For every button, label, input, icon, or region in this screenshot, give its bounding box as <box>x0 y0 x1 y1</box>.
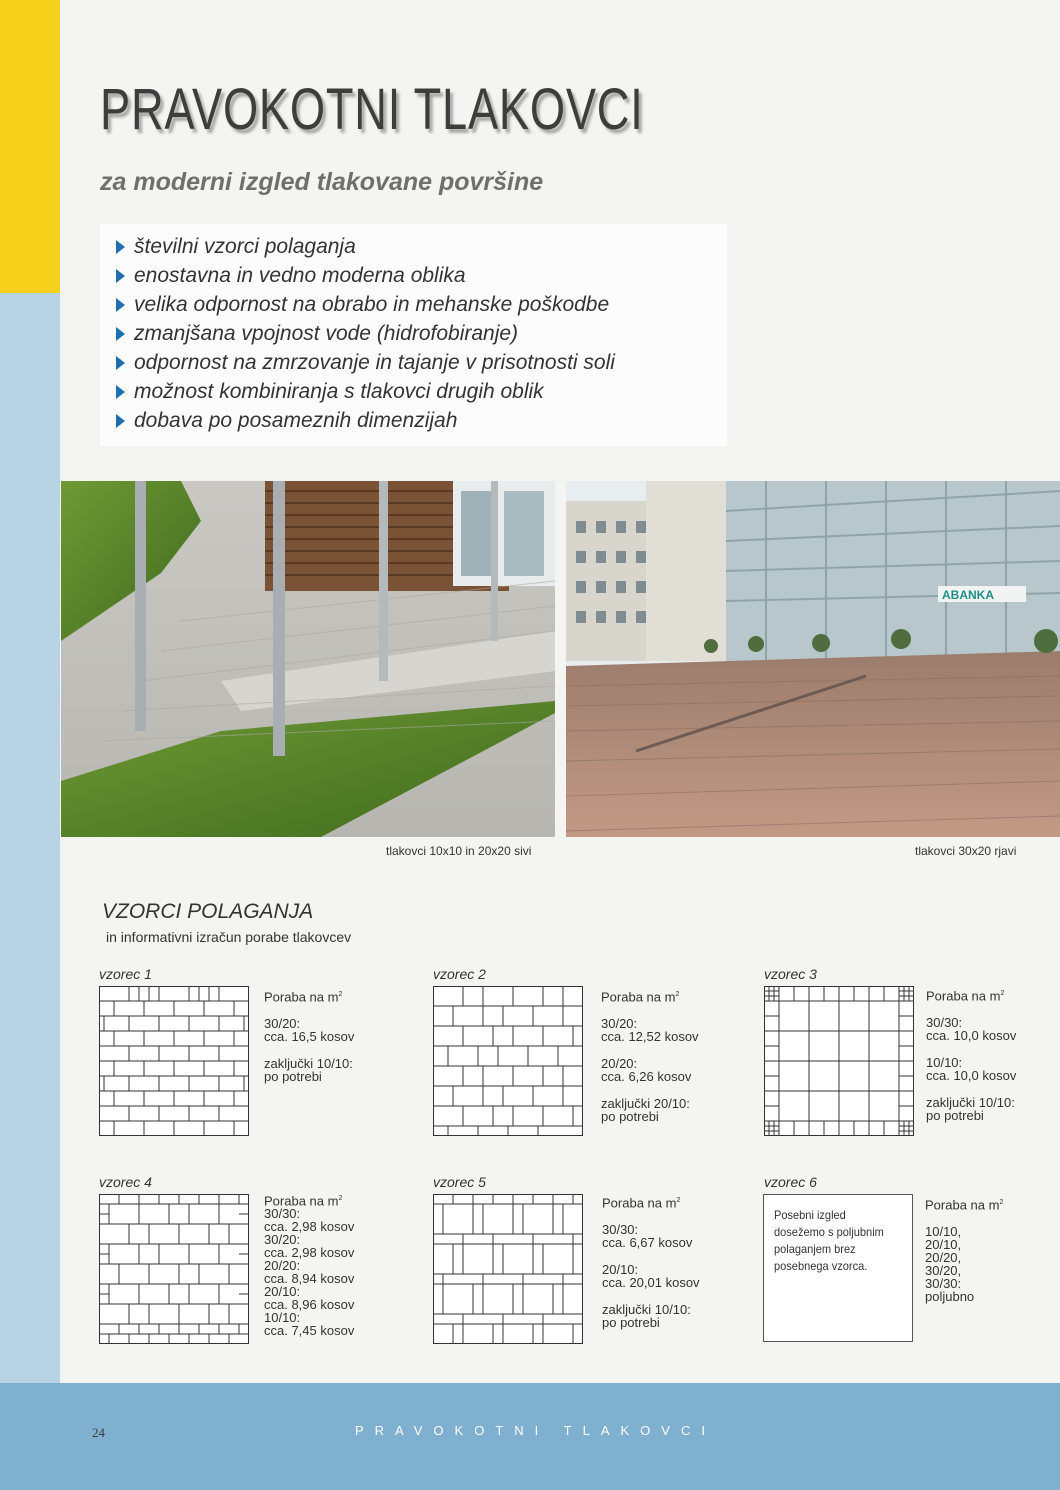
page-footer <box>0 1383 1060 1490</box>
page-number: 24 <box>92 1425 105 1440</box>
pattern-label: vzorec 3 <box>764 966 817 982</box>
pattern-4-diagram <box>99 1194 249 1344</box>
pattern-1-diagram <box>99 986 249 1136</box>
pattern-1-info: Poraba na $m^2$ 30/20: cca. 16,5 kosov zaključki 10/10: po potrebi <box>264 989 355 1085</box>
consumption-heading: Poraba na $m^2$ <box>264 1193 343 1209</box>
pattern-label: vzorec 2 <box>433 966 486 982</box>
photo-caption-brown: tlakovci 30x20 rjavi <box>915 844 1017 858</box>
consumption-heading: Poraba na $m^2$ <box>601 989 680 1005</box>
photo-grey-pavers <box>61 481 555 837</box>
photo-caption-grey: tlakovci 10x10 in 20x20 sivi <box>386 844 532 858</box>
section-subtitle: in informativni izračun porabe tlakovcev <box>106 929 352 945</box>
pattern-label: vzorec 6 <box>764 1174 817 1190</box>
pattern-2-info: Poraba na $m^2$ 30/20: cca. 12,52 kosov 20/20: cca. 6,26 kosov zaključki 20/10: po potrebi <box>601 989 699 1125</box>
pattern-label: vzorec 1 <box>99 966 152 982</box>
feature-item: dobava po posameznih dimenzijah <box>116 406 727 435</box>
pattern-3 <box>764 966 914 1136</box>
triangle-bullet-icon <box>116 298 125 312</box>
triangle-bullet-icon <box>116 385 125 399</box>
footer-title: PRAVOKOTNI TLAKOVCI <box>355 1423 716 1438</box>
pattern-6-info: Poraba na $m^2$ 10/10, 20/10, 20/20, 30/20, 30/30: poljubno <box>925 1197 1004 1305</box>
pattern-4 <box>99 1174 249 1344</box>
blue-side-stripe <box>0 293 60 1383</box>
pattern-6-note: Posebni izgled dosežemo s poljubnim polaganjem brez posebnega vzorca. <box>774 1208 884 1273</box>
triangle-bullet-icon <box>116 414 125 428</box>
pattern-2-diagram <box>433 986 583 1136</box>
pattern-label: vzorec 5 <box>433 1174 486 1190</box>
svg-text:ABANKA: ABANKA <box>942 588 994 602</box>
pattern-5-info: Poraba na $m^2$ 30/30: cca. 6,67 kosov 20/10: cca. 20,01 kosov zaključki 10/10: po potrebi <box>602 1195 700 1331</box>
consumption-heading: Poraba na $m^2$ <box>925 1197 1004 1213</box>
feature-list <box>100 224 727 446</box>
feature-item: možnost kombiniranja s tlakovci drugih oblik <box>116 377 727 406</box>
triangle-bullet-icon <box>116 269 125 283</box>
photo-brown-pavers <box>566 481 1060 837</box>
pattern-5 <box>433 1174 583 1344</box>
pattern-3-info: Poraba na $m^2$ 30/30: cca. 10,0 kosov 10/10: cca. 10,0 kosov zaključki 10/10: po potrebi <box>926 988 1017 1124</box>
feature-item: številni vzorci polaganja <box>116 232 727 261</box>
section-title: VZORCI POLAGANJA <box>102 900 314 923</box>
pattern-1 <box>99 966 249 1136</box>
feature-item: enostavna in vedno moderna oblika <box>116 261 727 290</box>
pattern-label: vzorec 4 <box>99 1174 152 1190</box>
pattern-4-info: Poraba na $m^2$ 30/30: cca. 2,98 kosov 30/20: cca. 2,98 kosov 20/20: cca. 8,94 kosov 20/10: cca. 8,96 kosov 10/10: cca. 7,45 kosov <box>264 1193 355 1339</box>
pattern-3-diagram <box>764 986 914 1136</box>
pattern-6-box <box>763 1194 913 1342</box>
feature-item: zmanjšana vpojnost vode (hidrofobiranje) <box>116 319 727 348</box>
consumption-heading: Poraba na $m^2$ <box>926 988 1005 1004</box>
triangle-bullet-icon <box>116 356 125 370</box>
triangle-bullet-icon <box>116 327 125 341</box>
triangle-bullet-icon <box>116 240 125 254</box>
yellow-side-stripe <box>0 0 60 293</box>
page-title: PRAVOKOTNI TLAKOVCI <box>100 77 644 142</box>
pattern-2 <box>433 966 583 1136</box>
consumption-heading: Poraba na $m^2$ <box>264 989 343 1005</box>
feature-item: odpornost na zmrzovanje in tajanje v prisotnosti soli <box>116 348 727 377</box>
consumption-heading: Poraba na $m^2$ <box>602 1195 681 1211</box>
page-subtitle: za moderni izgled tlakovane površine <box>100 168 544 196</box>
feature-item: velika odpornost na obrabo in mehanske poškodbe <box>116 290 727 319</box>
pattern-5-diagram <box>433 1194 583 1344</box>
